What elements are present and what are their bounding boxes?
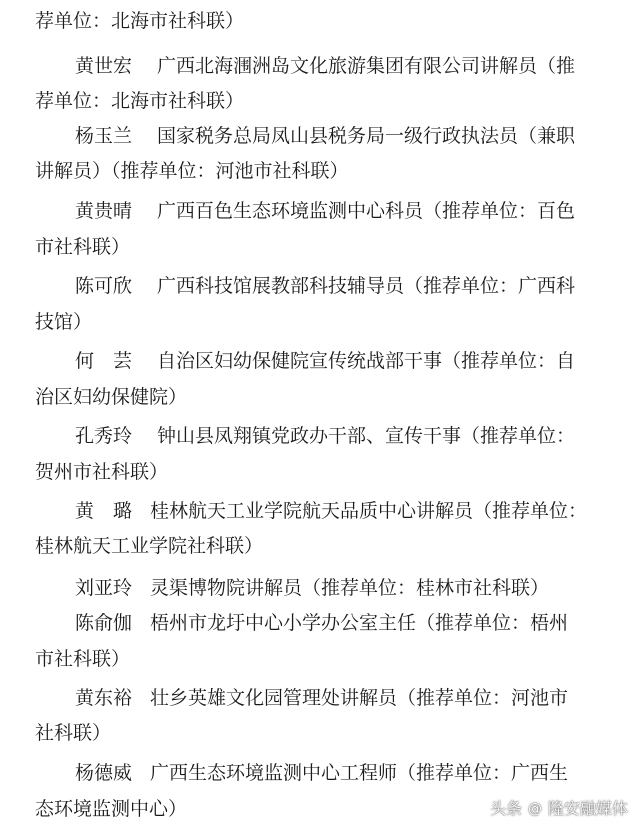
watermark [490,796,628,822]
list-item [0,714,640,752]
person-name: 黄贵晴 [75,200,133,222]
person-description: 广西生态环境监测中心工程师（推荐单位：广西生 [150,762,569,784]
person-name: 黄 璐 [75,500,133,522]
list-item [0,2,640,40]
list-item [0,569,640,607]
person-name: 何 芸 [75,350,133,372]
person-description: 自治区妇幼保健院宣传统战部干事（推荐单位：自 [157,350,576,372]
list-item [0,152,640,190]
person-name: 陈可欣 [75,275,133,297]
list-item [0,303,640,341]
continuation-text: 市社科联） [35,236,131,258]
list-item [0,117,640,155]
list-item [0,228,640,266]
person-name: 杨德威 [75,762,133,784]
person-description: 广西百色生态环境监测中心科员（推荐单位：百色 [157,200,576,222]
list-item [0,527,640,565]
person-description: 壮乡英雄文化园管理处讲解员（推荐单位：河池市 [150,687,569,709]
person-description: 国家税务总局凤山县税务局一级行政执法员（兼职 [157,125,576,147]
continuation-text: 荐单位：北海市社科联） [35,90,245,112]
list-item [0,82,640,120]
person-name: 孔秀玲 [75,425,133,447]
person-name: 黄世宏 [75,55,133,77]
list-item [0,342,640,380]
continuation-text: 荐单位：北海市社科联） [35,10,245,32]
person-description: 桂林航天工业学院航天品质中心讲解员（推荐单位： [150,500,588,522]
person-description: 广西北海涠洲岛文化旅游集团有限公司讲解员（推 [157,55,576,77]
list-item [0,679,640,717]
continuation-text: 桂林航天工业学院社科联） [35,535,264,557]
list-item [0,754,640,792]
person-description: 梧州市龙圩中心小学办公室主任（推荐单位：梧州 [150,612,569,634]
continuation-text: 讲解员）（推荐单位：河池市社科联） [35,160,349,182]
list-item [0,640,640,678]
list-item [0,192,640,230]
list-item [0,417,640,455]
list-item [0,492,640,530]
person-name: 陈俞伽 [75,612,133,634]
person-description: 灵渠博物院讲解员（推荐单位：桂林市社科联） [150,577,550,599]
person-name: 黄东裕 [75,687,133,709]
person-description: 广西科技馆展教部科技辅导员（推荐单位：广西科 [157,275,576,297]
person-name: 杨玉兰 [75,125,133,147]
list-item [0,47,640,85]
continuation-text: 态环境监测中心） [35,798,188,820]
continuation-text: 市社科联） [35,648,131,670]
at-icon: @ [527,801,542,817]
list-item [0,267,640,305]
list-item [0,378,640,416]
person-description: 钟山县凤翔镇党政办干部、宣传干事（推荐单位： [157,425,576,447]
person-name: 刘亚玲 [75,577,133,599]
list-item [0,453,640,491]
continuation-text: 贺州市社科联） [35,461,169,483]
list-item [0,604,640,642]
continuation-text: 治区妇幼保健院） [35,386,188,408]
watermark-prefix: 头条 [489,799,522,818]
watermark-account: 隆安融媒体 [547,799,628,818]
continuation-text: 技馆） [35,311,93,333]
continuation-text: 社科联） [35,722,112,744]
